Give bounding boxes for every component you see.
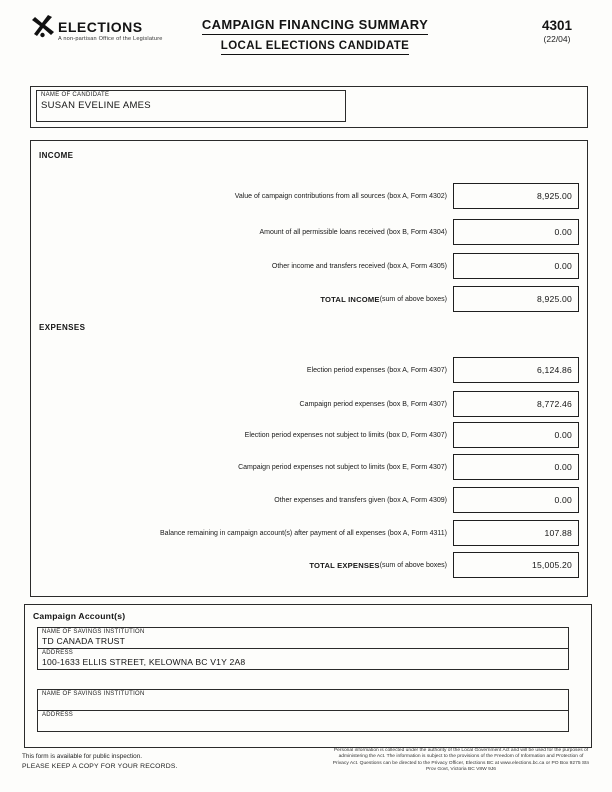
amount-field [453,422,579,448]
footer-note-line2: PLEASE KEEP A COPY FOR YOUR RECORDS. [22,762,178,770]
institution-name-field [38,690,568,710]
row-label: Other expenses and transfers given (box A, Form 4309) [274,497,447,504]
logo-wordmark: ELECTIONS [58,19,143,35]
form-title-block [170,16,460,55]
amount-value: 0.00 [554,430,572,440]
row-label: Other income and transfers received (box A, Form 4305) [271,263,447,270]
amount-value: 8,772.46 [536,399,572,409]
amount-field [453,454,579,480]
amount-field [453,520,579,546]
privacy-notice: Personal information is collected under the authority of the Local Government Act and will be used for the purposes of administering the Act. The information is subject to the provisions of the Freedom of Information and Protection of Privacy Act. Questions can be directed to the Privacy Officer, Elections BC at www.elections.bc.ca or PO Box 9275 Stn Prov Govt, Victoria BC V8W 9J6 [332,748,590,773]
row-label: Value of campaign contributions from all sources (box A, Form 4302) [234,193,447,200]
summary-row-campaign-no-limit [31,454,587,481]
institution-address-field [38,710,568,731]
institution-address-value [42,719,564,729]
campaign-accounts-section [24,604,592,748]
footer-note [22,752,178,772]
candidate-name-field [36,90,346,122]
row-label: Campaign period expenses (box B, Form 4307) [299,401,447,408]
campaign-accounts-title: Campaign Account(s) [33,611,126,621]
form-number-block [522,18,592,44]
amount-value: 0.00 [554,227,572,237]
footer-note-line1: This form is available for public inspection. [22,753,143,760]
amount-field [453,286,579,312]
summary-row-balance-remaining [31,520,587,547]
summary-row-election-expenses [31,357,587,384]
summary-row-other-income [31,253,587,280]
logo-tagline: A non-partisan Office of the Legislature [58,36,163,42]
elections-bc-logo-icon [30,14,56,38]
income-section-header: INCOME [39,151,74,160]
row-label: Balance remaining in campaign account(s) after payment of all expenses (box A, Form 4311) [159,530,447,537]
row-label: Amount of all permissible loans received (box B, Form 4304) [259,229,447,236]
form-revision: (22/04) [543,34,571,44]
amount-field [453,357,579,383]
institution-name-field [38,628,568,648]
institution-name-value [42,698,564,708]
summary-row-campaign-expenses [31,391,587,418]
amount-field [453,253,579,279]
row-label-bold: TOTAL EXPENSES [309,561,380,570]
amount-value: 8,925.00 [536,294,572,304]
row-label-bold: TOTAL INCOME [320,295,380,304]
amount-value: 0.00 [554,261,572,271]
candidate-name-label: NAME OF CANDIDATE [41,92,110,98]
summary-row-contributions [31,183,587,210]
form-title: CAMPAIGN FINANCING SUMMARY [202,17,428,35]
amount-field [453,183,579,209]
institution-name-value: TD CANADA TRUST [42,636,126,646]
institution-name-label: NAME OF SAVINGS INSTITUTION [42,629,145,635]
summary-row-other-expenses [31,487,587,514]
candidate-name-section [30,86,588,128]
row-label: (sum of above boxes) [379,296,447,303]
amount-value: 107.88 [544,528,572,538]
row-label: Election period expenses not subject to limits (box D, Form 4307) [244,432,447,439]
savings-institution-2 [37,689,569,732]
form-number: 4301 [541,18,573,33]
institution-address-field [38,648,568,669]
expenses-section-header: EXPENSES [39,323,86,332]
amount-field [453,219,579,245]
institution-address-label: ADDRESS [42,712,74,718]
amount-value: 0.00 [554,462,572,472]
form-subtitle: LOCAL ELECTIONS CANDIDATE [221,40,409,55]
row-label: (sum of above boxes) [379,562,447,569]
summary-row-election-no-limit [31,422,587,449]
amount-field [453,487,579,513]
institution-address-value: 100-1633 ELLIS STREET, KELOWNA BC V1Y 2A8 [42,657,246,667]
institution-name-label: NAME OF SAVINGS INSTITUTION [42,691,145,697]
row-label: Campaign period expenses not subject to limits (box E, Form 4307) [238,464,447,471]
amount-value: 15,005.20 [531,560,572,570]
amount-value: 6,124.86 [536,365,572,375]
summary-row-loans [31,219,587,246]
summary-box [30,140,588,597]
amount-value: 0.00 [554,495,572,505]
summary-row-total-income [31,286,587,313]
savings-institution-1 [37,627,569,670]
row-label: Election period expenses (box A, Form 4307) [306,367,447,374]
amount-field [453,391,579,417]
institution-address-label: ADDRESS [42,650,74,656]
amount-field [453,552,579,578]
summary-row-total-expenses [31,552,587,579]
amount-value: 8,925.00 [536,191,572,201]
candidate-name-value: SUSAN EVELINE AMES [41,100,151,111]
